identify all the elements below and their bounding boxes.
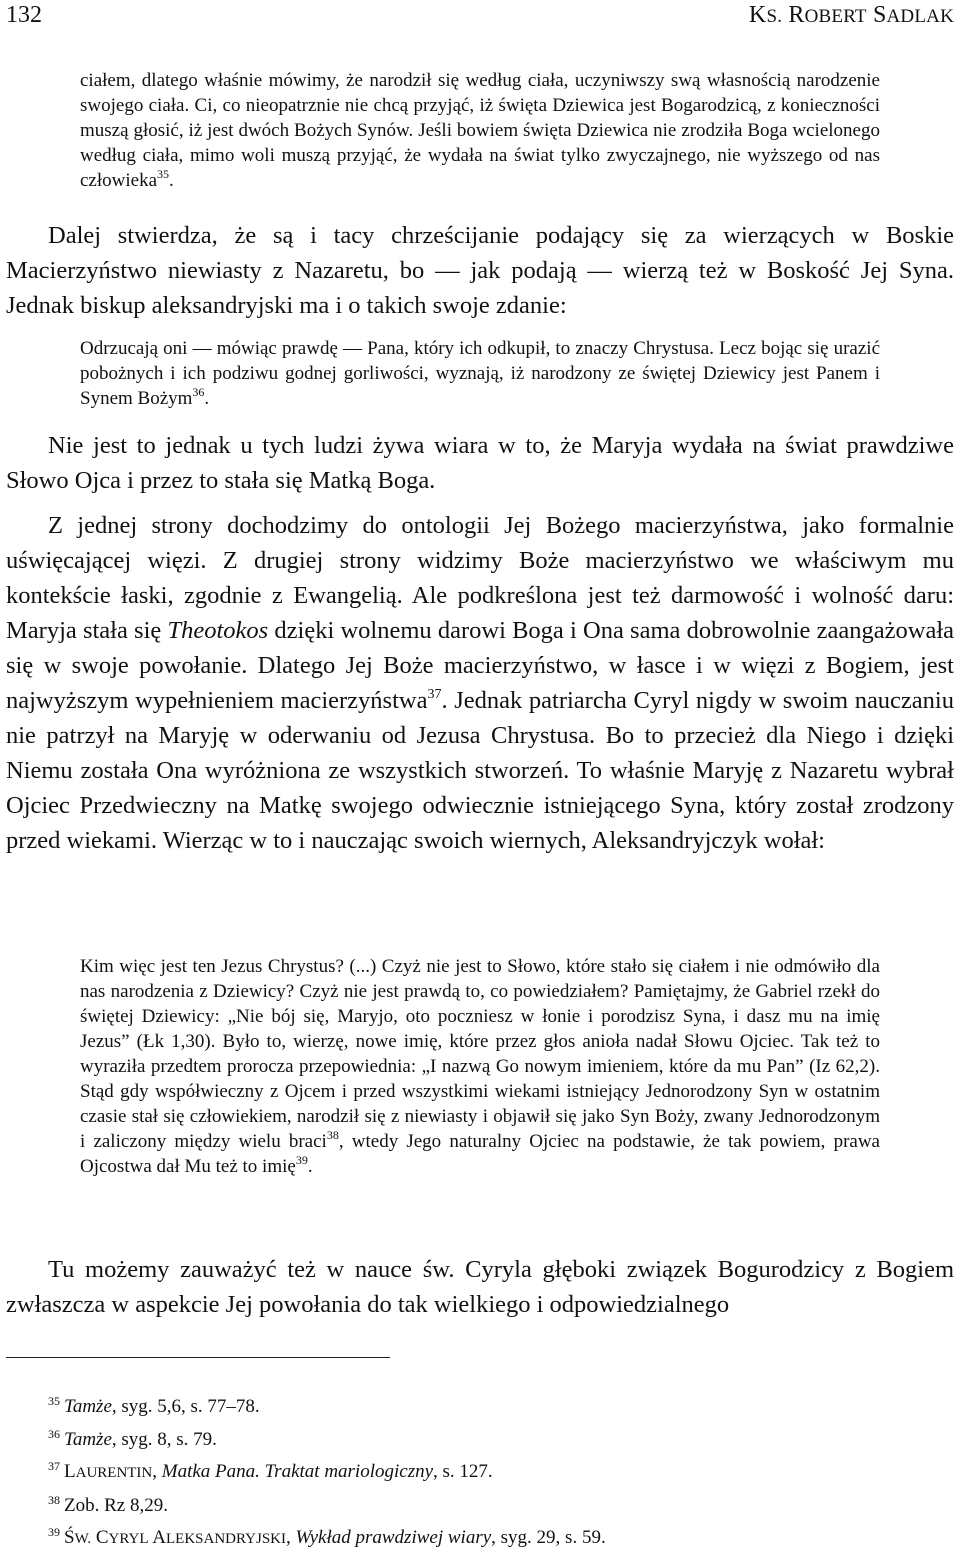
footnote-39: $^{39}$ ŚW. CYRYL ALEKSANDRYJSKI, Wykład prawdziwej wiary, syg. 29, s. 59. xyxy=(48,1525,606,1548)
footnote-separator xyxy=(6,1357,390,1358)
footnote-ref-38[interactable]: 38 xyxy=(326,1128,339,1142)
running-head xyxy=(0,0,960,40)
body-paragraph: Z jednej strony dochodzimy do ontologii Jej Bożego macierzyństwa, jako formalnie uświęcającej więzi. Z drugiej strony widzimy Boże macierzyństwo we właściwym mu kontekście łaski, zgodnie z Ewangelią. Ale podkreślona jest też darmowość i wolność daru: Maryja stała się Theotokos dzięki wolnemu darowi Boga i Ona sama dobrowolnie zaangażowała się w swoje powołanie. Dlatego Jej Boże macierzyństwo, w łasce i w więzi z Bogiem, jest najwyższym wypełnieniem macierzyństwa$^{37}$. Jednak patriarcha Cyryl nigdy w swoim nauczaniu nie patrzył na Maryję w oderwaniu od Jezusa Chrystusa. Bo to przecież dla Niego i dzięki Niemu została Ona wyróżniona ze wszystkich stworzeń. To właśnie Maryję z Nazaretu wybrał Ojciec Przedwieczny na Matkę swojego odwiecznie istniejącego Syna, który został zrodzony przed wiekami. Wierząc w to i nauczając swoich wiernych, Aleksandryjczyk wołał: xyxy=(6,512,954,854)
page-number: 132 xyxy=(6,2,42,28)
footnote-ref-36[interactable]: 36 xyxy=(192,385,205,399)
footnote-38: $^{38}$ Zob. Rz 8,29. xyxy=(48,1492,168,1516)
body-paragraph: Dalej stwierdza, że są i tacy chrześcijanie podający się za wierzących w Boskie Macierzyństwo niewiasty z Nazaretu, bo — jak podają — wierzą też w Boskość Jej Syna. Jednak biskup aleksandryjski ma i o takich swoje zdanie: xyxy=(6,222,954,319)
quote-paragraph: ciałem, dlatego właśnie mówimy, że narodził się według ciała, uczyniwszy swą własnością narodzenie swojego ciała. Ci, co nieopatrznie nie chcą przyjąć, iż święta Dziewica jest Bogarodzicą, z konieczności muszą głosić, iż jest dwóch Bożych Synów. Jeśli bowiem święta Dziewica nie zrodziła Boga wcielonego według ciała, mimo woli muszą przyjąć, że wydała na świat tylko zwyczajnego, nie wyższego od nas człowieka$^{35}$. xyxy=(80,70,880,191)
body-paragraph: Nie jest to jednak u tych ludzi żywa wiara w to, że Maryja wydała na świat prawdziwe Słowo Ojca i przez to stała się Matką Boga. xyxy=(6,432,954,494)
quote-paragraph: Odrzucają oni — mówiąc prawdę — Pana, który ich odkupił, to znaczy Chrystusa. Lecz bojąc się urazić pobożnych i ich podziwu godnej gorliwości, wyznają, iż narodzony ze świętej Dziewicy jest Panem i Synem Bożym$^{36}$. xyxy=(80,338,880,409)
quote-paragraph: Kim więc jest ten Jezus Chrystus? (...) Czyż nie jest to Słowo, które stało się ciałem i nie odmówiło dla nas narodzenia z Dziewicy? Czyż nie jest prawdą to, co powiedziałem? Pamiętajmy, że Gabriel rzekł do świętej Dziewicy: „Nie bój się, Maryjo, oto poczniesz w łonie i porodzisz Syna, i dasz mu na imię Jezus” (Łk 1,30). Było to, wierzę, nowe imię, które przez głos anioła nadał Słowu Ojciec. Tak też to wyraziła przedtem prorocza przepowiednia: „I nazwą Go nowym imieniem, które da mu Pan” (Iz 62,2). Stąd gdy współwieczny z Ojcem i przed wszystkimi wiekami istniejący Jednorodzony Syn w ostatnim czasie stał się człowiekiem, narodził się z niewiasty i objawił się jako Syn Boży, zwany Jednorodzonym i zaliczony między wielu braci$^{38}$, wtedy Jego naturalny Ojciec na podstawie, że tak powiem, prawa Ojcostwa dał Mu też to imię$^{39}$. xyxy=(80,956,880,1177)
block-quote-2 xyxy=(80,336,880,411)
body-paragraph: Tu możemy zauważyć też w nauce św. Cyryla głęboki związek Bogurodzicy z Bogiem zwłaszcza w aspekcie Jej powołania do tak wielkiego i odpowiedzialnego xyxy=(6,1256,954,1318)
footnote-37: $^{37}$ LAURENTIN, Matka Pana. Traktat mariologiczny, s. 127. xyxy=(48,1459,493,1482)
footnote-ref-35[interactable]: 35 xyxy=(157,167,170,181)
footnote-36: $^{36}$ Tamże, syg. 8, s. 79. xyxy=(48,1426,217,1450)
block-quote-3 xyxy=(80,954,880,1179)
body-text-1 xyxy=(6,218,954,323)
running-head-author: KS. ROBERT SADLAK xyxy=(748,2,954,28)
body-text-2 xyxy=(6,428,954,858)
footnote-35: $^{35}$ Tamże, syg. 5,6, s. 77–78. xyxy=(48,1394,260,1417)
footnote-ref-39[interactable]: 39 xyxy=(295,1153,308,1167)
block-quote-1 xyxy=(80,68,880,193)
footnote-ref-37[interactable]: 37 xyxy=(427,687,442,702)
body-text-3 xyxy=(6,1252,954,1322)
